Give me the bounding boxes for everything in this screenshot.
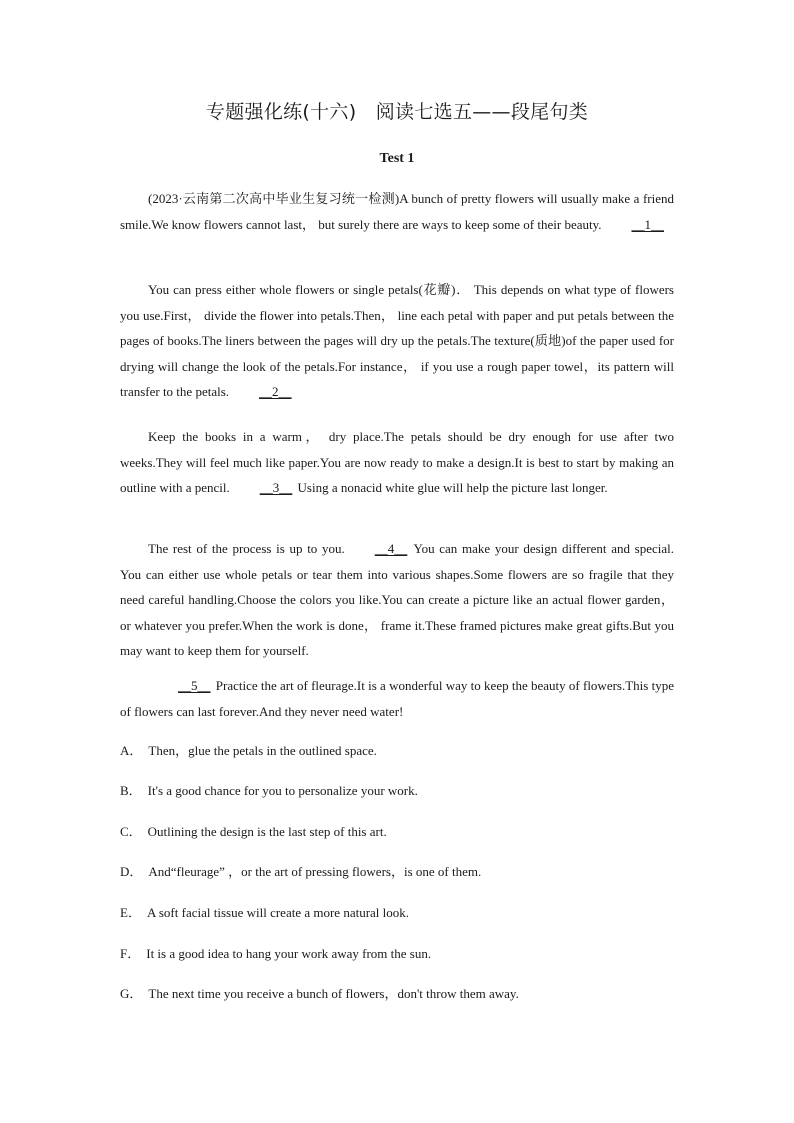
answer-blank-4: __4__ xyxy=(374,541,408,556)
option-e xyxy=(120,902,680,921)
option-g xyxy=(120,983,680,1002)
option-text: And“fleurage” ，or the art of pressing flowers，is one of them. xyxy=(148,864,482,879)
option-letter: D． xyxy=(120,864,143,879)
option-f xyxy=(120,943,680,962)
paragraph-text: You can make your design different and special. You can either use whole petals or tear them into various shapes.Some flowers are so fragile that they need careful handling.Choose the colors you like.You can create a picture like an actual flower garden， or whatever you prefer.When the work is done， frame it.These framed pictures make great gifts.But you may want to keep them for yourself. xyxy=(120,541,674,658)
passage-paragraph-5 xyxy=(120,673,674,724)
passage-paragraph-1 xyxy=(120,186,674,237)
paragraph-text: The rest of the process is up to you. xyxy=(148,541,345,556)
option-a xyxy=(120,740,680,759)
option-letter: B． xyxy=(120,783,142,798)
paragraph-text: You can press either whole flowers or single petals(花瓣)． This depends on what type of flowers you use.First， divide the flower into petals.Then， line each petal with paper and put petals between the pages of books.The liners between the pages will dry up the petals.The texture(质地)of the paper used for drying will change the look of the petals.For instance， if you use a rough paper towel，its pattern will transfer to the petals. xyxy=(120,282,674,399)
option-c xyxy=(120,821,680,840)
paragraph-text: Keep the books in a warm， dry place.The petals should be dry enough for use after two weeks.They will feel much like paper.You are now ready to make a design.It is best to start by making an outline with a pencil. xyxy=(120,429,674,495)
option-text: It is a good idea to hang your work away from the sun. xyxy=(146,946,432,961)
option-letter: F． xyxy=(120,946,141,961)
passage-paragraph-3 xyxy=(120,424,674,501)
option-letter: G． xyxy=(120,986,143,1001)
option-letter: A． xyxy=(120,743,143,758)
option-text: A soft facial tissue will create a more natural look. xyxy=(146,905,410,920)
option-letter: E． xyxy=(120,905,141,920)
passage-paragraph-4 xyxy=(120,536,674,664)
answer-blank-3: __3__ xyxy=(259,480,293,495)
answer-blank-5: __5__ xyxy=(178,678,211,693)
answer-blank-2: __2__ xyxy=(259,384,292,399)
option-text: It's a good chance for you to personalize your work. xyxy=(147,783,418,798)
paragraph-text: Practice the art of fleurage.It is a wonderful way to keep the beauty of flowers.This type of flowers can last forever.And they never need water! xyxy=(120,678,674,719)
paragraph-text: (2023·云南第二次高中毕业生复习统一检测)A bunch of pretty flowers will usually make a friend smile.We know flowers cannot last， but surely there are ways to keep some of their beauty. xyxy=(120,191,674,232)
option-text: Then，glue the petals in the outlined space. xyxy=(148,743,377,758)
paragraph-text: Using a nonacid white glue will help the picture last longer. xyxy=(294,480,608,495)
answer-blank-1: __1__ xyxy=(631,216,664,232)
test-subtitle: Test 1 xyxy=(379,151,415,166)
option-text: Outlining the design is the last step of this art. xyxy=(147,824,387,839)
page-title: 专题强化练(十六) 阅读七选五——段尾句类 xyxy=(205,101,589,123)
option-letter: C． xyxy=(120,824,142,839)
option-b xyxy=(120,780,680,799)
option-d xyxy=(120,861,680,880)
passage-paragraph-2 xyxy=(120,277,674,405)
option-text: The next time you receive a bunch of flowers，don't throw them away. xyxy=(148,986,519,1001)
